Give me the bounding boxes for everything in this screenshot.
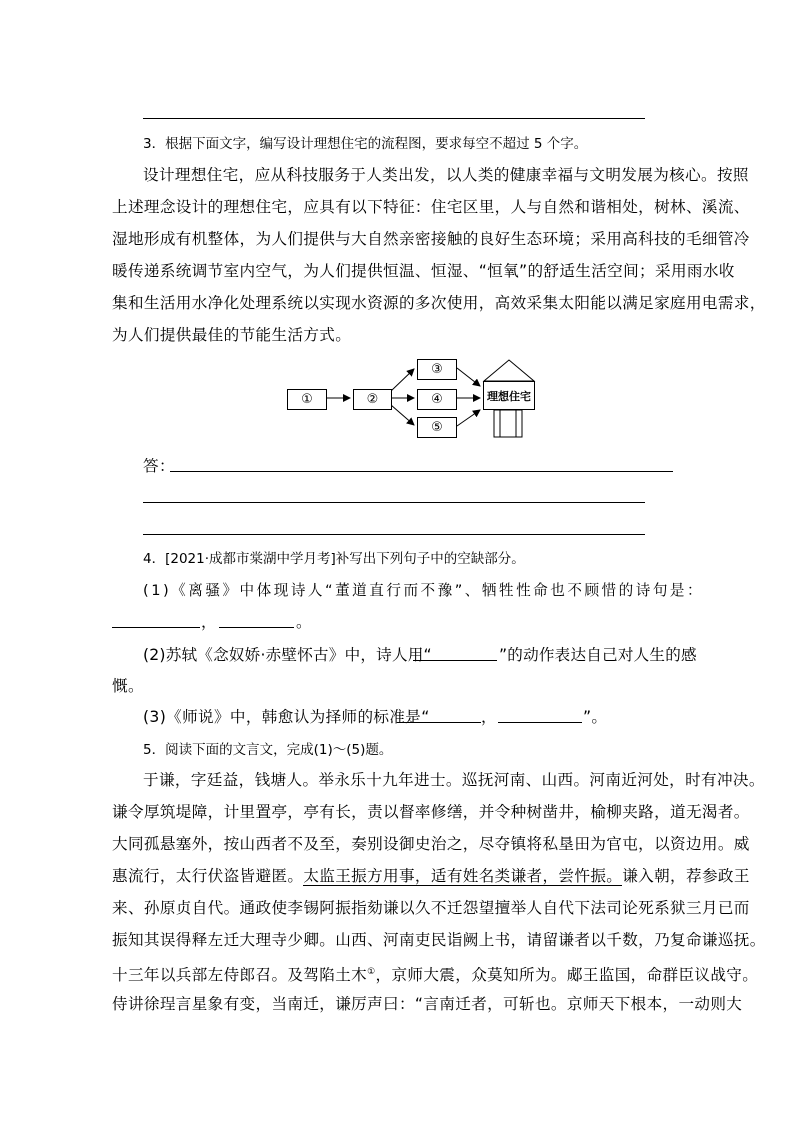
flow-box-2 [353, 389, 392, 410]
q5-underlined-sentence: 太监王振方用事，适有姓名类谦者，尝忤振。 [303, 867, 623, 885]
q5-line-7-pre: 十三年以兵部左侍郎召。及驾陷土木 [112, 966, 368, 985]
q4-item2-blank[interactable] [413, 660, 497, 661]
q3-paragraph-line-5: 集和生活用水净化处理系统以实现水资源的多次使用，高效采集太阳能以满足家庭用电需求， [112, 294, 766, 312]
q4-item2-line2: 慨。 [112, 677, 144, 695]
house-roof [484, 360, 534, 381]
q3-paragraph-line-1: 设计理想住宅，应从科技服务于人类出发，以人类的健康幸福与文明发展为核心。按照 [143, 166, 749, 184]
flow-box-3 [417, 359, 457, 380]
house-body [483, 381, 535, 410]
q4-item3-blank-2[interactable] [498, 722, 582, 723]
q4-item1-blank-2[interactable] [219, 627, 294, 628]
q4-item3-blank-1[interactable] [397, 722, 481, 723]
q5-line-7 [112, 962, 758, 985]
q4-item1-blank-1[interactable] [112, 627, 200, 628]
q5-line-2: 谦令厚筑堤障，计里置亭，亭有长，责以督率修缮，并令种树凿井，榆柳夹路，道无渴者。 [112, 803, 750, 821]
q3-prompt: 3．根据下面文字，编写设计理想住宅的流程图，要求每空不超过 5 个字。 [143, 136, 588, 152]
q4-item3-post: ”。 [583, 708, 608, 726]
house-label: 理想住宅 [487, 389, 531, 403]
answer-line-3[interactable] [143, 534, 645, 535]
arrow-2-5 [391, 405, 414, 425]
flow-box-4 [417, 389, 457, 410]
q5-line-3: 大同孤悬塞外，按山西者不及至，奏别设御史治之，尽夺镇将私垦田为官屯，以资边用。威 [112, 835, 750, 853]
q5-line-4-pre: 惠流行，太行伏盗皆避匿。 [112, 867, 304, 885]
flow-box-1 [287, 389, 327, 410]
answer-line-1[interactable] [170, 471, 673, 472]
flow-box-5-label: ⑤ [431, 420, 443, 435]
flow-box-2-label: ② [366, 392, 379, 407]
answer-line-top [143, 118, 645, 119]
flow-box-5 [417, 417, 457, 438]
q5-line-4-post: 谦入朝，荐参政王 [622, 867, 750, 885]
q4-prompt: 4．[2021·成都市棠湖中学月考]补写出下列句子中的空缺部分。 [143, 551, 525, 567]
q3-paragraph-line-6: 为人们提供最佳的节能生活方式。 [112, 326, 352, 344]
q5-line-4 [112, 866, 750, 886]
q4-item1-line1: (1)《离骚》中体现诗人“董道直行而不豫”、牺牲性命也不顾惜的诗句是： [143, 582, 705, 599]
flow-box-4-label: ④ [431, 392, 443, 407]
q4-item1-sep: ， [201, 613, 217, 631]
q5-line-1: 于谦，字廷益，钱塘人。举永乐十九年进士。巡抚河南、山西。河南近河处，时有冲决。 [143, 771, 765, 789]
q4-item3-pre: (3)《师说》中，韩愈认为择师的标准是“ [143, 708, 430, 726]
q5-prompt: 5．阅读下面的文言文，完成(1)～(5)题。 [143, 742, 393, 758]
arrow-2-3 [391, 369, 414, 391]
q5-line-8: 侍讲徐珵言星象有变，当南迁，谦厉声曰：“言南迁者，可斩也。京师天下根本，一动则大 [112, 995, 743, 1013]
flow-box-3-label: ③ [431, 362, 443, 377]
q4-item2-pre: (2)苏轼《念奴娇·赤壁怀古》中，诗人用“ [143, 646, 432, 664]
footnote-marker[interactable]: ① [367, 967, 376, 977]
q5-line-6: 振知其误得释左迁大理寺少卿。山西、河南吏民诣阙上书，请留谦者以千数，乃复命谦巡抚。 [112, 931, 766, 949]
q3-paragraph-line-3: 湿地形成有机整体，为人们提供与大自然亲密接触的良好生态环境；采用高科技的毛细管冷 [112, 230, 750, 248]
q4-item2-post: ”的动作表达自己对人生的感 [499, 646, 697, 664]
arrow-3-house [457, 368, 480, 386]
q3-paragraph-line-4: 暖传递系统调节室内空气，为人们提供恒温、恒湿、“恒氧”的舒适生活空间；采用雨水收 [112, 262, 735, 280]
house-base [494, 410, 522, 437]
answer-label: 答： [143, 457, 175, 475]
q5-line-5: 来、孙原贞自代。通政使李锡阿振指劾谦以久不迁怨望擅举人自代下法司论死系狱三月已而 [112, 899, 750, 917]
q4-item1-end: 。 [296, 613, 312, 631]
arrow-5-house [457, 410, 480, 426]
answer-line-2[interactable] [143, 502, 645, 503]
q4-item3-sep: ， [481, 708, 497, 726]
q3-paragraph-line-2: 上述理念设计的理想住宅，应具有以下特征：住宅区里，人与自然和谐相处，树林、溪流、 [112, 198, 750, 216]
flow-box-1-label: ① [301, 392, 313, 407]
q5-line-7-post: ，京师大震，众莫知所为。郕王监国，命群臣议战守。 [375, 966, 759, 985]
